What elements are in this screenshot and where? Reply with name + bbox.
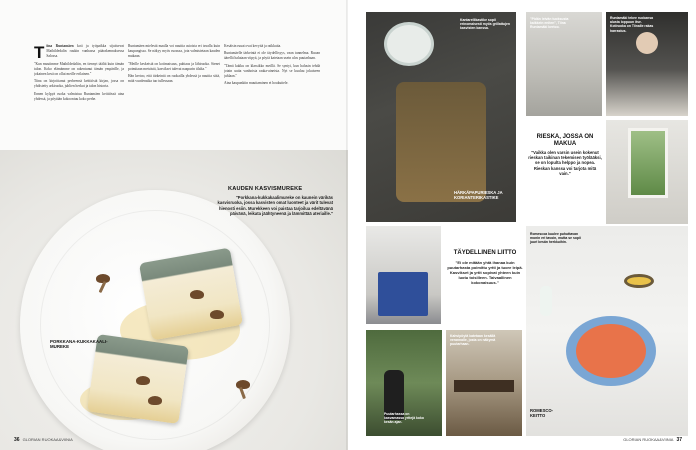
- mushroom: [136, 376, 150, 385]
- page-number: 37: [676, 437, 682, 443]
- intro-paragraph: [34, 44, 124, 60]
- garden-portrait-photo: [366, 330, 442, 436]
- article-column-2: [128, 44, 220, 164]
- article-column-3: [224, 44, 320, 164]
- romesco-soup-photo: [526, 226, 688, 436]
- photo-caption: Kahvipöytä katetaan kesällä verannalle, josta on näkymä puutarhaan.: [450, 334, 496, 347]
- drop-cap: T: [34, 44, 45, 62]
- table: [454, 380, 514, 392]
- paragraph: Tiina on kirjoittanut perheensä keittiöstä kirjan, jossa on yhdistetty arkiruoka, juhlien herkut ja talon historia.: [34, 79, 124, 89]
- section-title-tayd: TÄYDELLINEN LIITTO: [453, 250, 517, 256]
- intro-text: koti ja työpaikka sijaitsevat Mathildedalin ruukin vanhassa päärakennuksessa Salossa.: [46, 44, 124, 59]
- face: [636, 32, 658, 54]
- sauce-bowl: [384, 22, 434, 66]
- photo-caption: Runtamäki tekee ruokansa alusta loppuun itse. Kotiruoka on Tiinalle rakas harrastus.: [610, 16, 654, 33]
- paragraph: Hän kertoo, että tärkeintä on ruokailla yhdessä ja nauttia siitä, mitä vuodenaika tuo tullessaan.: [128, 74, 220, 84]
- recipe-description: "Porkkana-kukkakaalimureke on kaunein värikäs kasvisruoka, jossa kasvisten omat luonteet ja värit tulevat hienosti esiin. Murekkeen voi paistaa tarjoilua edeltävänä päivänä, leikata jäähtyneenä ja lämmittää ateriaille.": [217, 195, 333, 217]
- mushroom: [148, 396, 162, 405]
- mushroom: [190, 290, 204, 299]
- folio-right: [623, 437, 682, 443]
- photo-caption: Puutarhassa on kasvamassa yrttejä koko kesän ajan.: [384, 412, 424, 425]
- section-quote-rieska: "Vaikka olen varsin usein kokenut rieskan taikinan tekemisen työlääksi, se on lopulta helppo ja nopea. Rieskan kanssa voi tarjota mitä vain.": [528, 150, 602, 176]
- dish-label: ROMESCO-KEITTO: [530, 408, 554, 419]
- portrait-photo: [606, 12, 688, 116]
- paragraph: "Tämä kakku on klassikko meillä. Se syntyi, kun halusin tehdä jotain uutta vanhoista raaka-aineista. Nyt se kuuluu jokaiseen juhlaan.": [224, 63, 320, 79]
- paragraph: "Kun muutimme Mathildedaliin, en tiennyt täältä kuin tämän talon. Koko elämämme on rakentunut tämän ympärille, ja jokainen kesä on ollut meille erilainen.": [34, 61, 124, 77]
- harkapapu-label: HÄRKÄPAPURIESKA JA KORIANTERIKASTIKE: [454, 190, 503, 200]
- paragraph: Runtamäen mielestä maalla voi nauttia asioista eri tavalla kuin kaupungissa. Se näkyy myös ruoassa, jota valmistetaan kauden mukaan.: [128, 44, 220, 59]
- flatbread: [396, 82, 486, 202]
- mushroom: [210, 310, 224, 319]
- folio-text: GLORIAN RUOKAA&VIINIA: [623, 437, 674, 442]
- folio-text: GLORIAN RUOKAA&VIINIA: [22, 437, 73, 442]
- page-number: 36: [14, 437, 20, 443]
- folio-left: [14, 437, 73, 443]
- stove: [378, 272, 428, 316]
- soup: [576, 324, 646, 378]
- paragraph: Kesäisin ruuat ovat kevyitä ja raikkaita.: [224, 44, 282, 48]
- recipe-title: KAUDEN KASVISMUREKE: [228, 186, 303, 192]
- paragraph: Aina kaupunkiin muuttaminen ei houkuttele.: [224, 81, 289, 86]
- window: [628, 128, 668, 198]
- photo-caption: Romescoa kuulee puhuttavan monin eri tavoin, mutta se sopii juuri kesän herkkuihin.: [530, 232, 581, 245]
- photo-caption: Kantarellikastike sopii erinomaisesti myös grillattujen kasvisten kanssa.: [460, 18, 510, 31]
- photo-caption: "Pidän leivän tuoksusta kaikkein eniten", Tiina Runtamäki kertoo.: [530, 17, 569, 30]
- veranda-table-photo: [446, 330, 522, 436]
- paragraph: "Meille keskeistä on kotimaisuus, puhtaus ja lähiruoka. Sienet poimitaan metsästä, kasvikset tulevat naapurin tilalta.": [128, 61, 220, 71]
- oil-bowl: [624, 274, 654, 288]
- section-title-rieska: RIESKA, JOSSA ON MAKUA: [536, 134, 594, 147]
- paragraph: Runtamäelle tärkeintä ei ole täydellisyys, vaan tunnelma. Ruoan äärellä halutaan viipyä, ja pöytä katetaan usein ulos puutarhaan.: [224, 51, 320, 61]
- vase: [540, 286, 552, 316]
- section-quote-tayd: "Ei ole mitään yhtä ihanaa kuin puutarhasta poimittu yrtti ja tuore leipä. Kasvikset ja yrtit sopivat yhteen kuin luotu toisilleen. Taivaallinen kokonaisuus.": [447, 260, 523, 285]
- paragraph: Ennen kylpyä ruoka valmistuu Runtamäen keittiössä aina yhdessä, ja pöytään kokoontuu koko perhe.: [34, 91, 124, 101]
- lead-name: iina Runtamäen: [46, 44, 74, 48]
- dish-label: PORKKANA-KUKKAKAALI-MUREKE: [50, 339, 108, 350]
- bread-sauce-photo: [366, 12, 516, 222]
- window-photo: [606, 120, 688, 224]
- bread-photo: [526, 12, 602, 116]
- kitchen-stove-photo: [366, 226, 441, 324]
